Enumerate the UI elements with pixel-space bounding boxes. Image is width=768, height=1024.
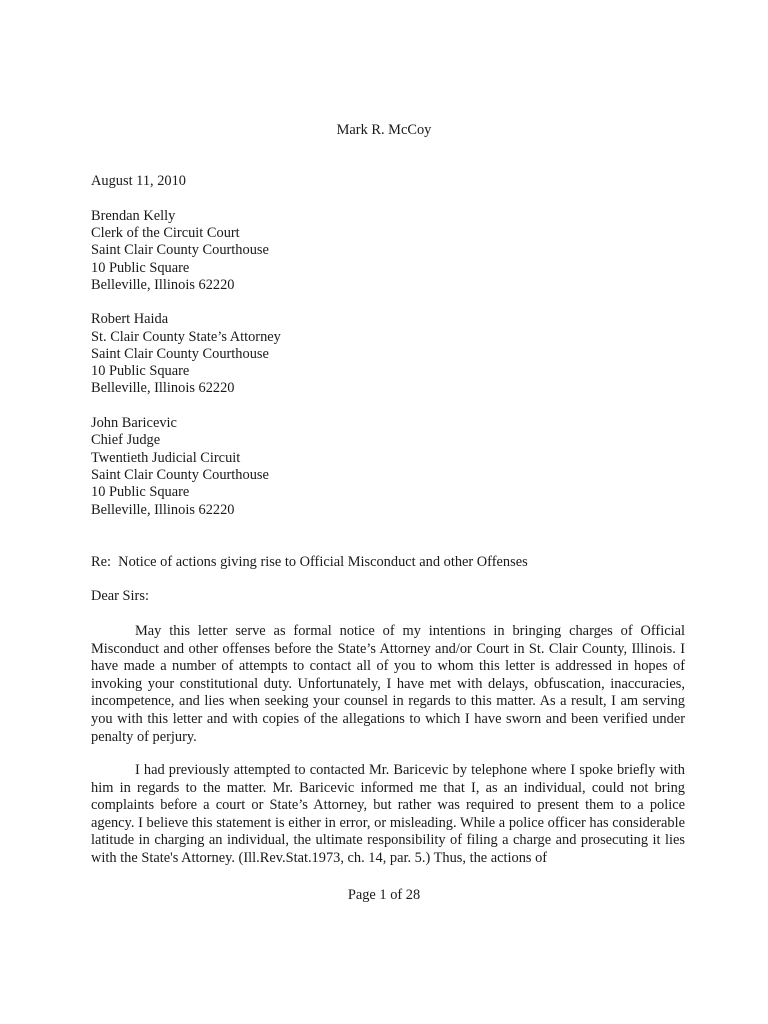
recipient-line: Belleville, Illinois 62220 xyxy=(91,502,235,518)
recipient-line: Brendan Kelly xyxy=(91,208,176,224)
recipient-line: 10 Public Square xyxy=(91,363,190,379)
letter-date: August 11, 2010 xyxy=(91,173,187,189)
recipient-line: St. Clair County State’s Attorney xyxy=(91,329,281,345)
recipient-line: 10 Public Square xyxy=(91,260,190,276)
recipient-line: Saint Clair County Courthouse xyxy=(91,346,269,362)
recipient-line: Saint Clair County Courthouse xyxy=(91,242,269,258)
page-number: Page 1 of 28 xyxy=(347,887,421,903)
author-name: Mark R. McCoy xyxy=(336,122,432,138)
recipient-line: 10 Public Square xyxy=(91,484,190,500)
recipient-line: Belleville, Illinois 62220 xyxy=(91,277,235,293)
recipient-line: Belleville, Illinois 62220 xyxy=(91,380,235,396)
body-paragraph-1 xyxy=(91,623,685,746)
recipient-line: Clerk of the Circuit Court xyxy=(91,225,240,241)
paragraph-text: I had previously attempted to contacted Mr. Baricevic by telephone where I spoke briefly with him in regards to the matter. Mr. Baricevic informed me that I, as an individual, could not bring complaints before a court or State’s Attorney, but rather was required to present them to a police agency. I believe this statement is either in error, or misleading. While a police officer has considerable latitude in charging an individual, the ultimate responsibility of filing a charge and prosecuting it lies with the State's Attorney. (Ill.Rev.Stat.1973, ch. 14, par. 5.) Thus, the actions of xyxy=(91,762,685,866)
paragraph-text: May this letter serve as formal notice of my intentions in bringing charges of Official Misconduct and other offenses before the State’s Attorney and/or Court in St. Clair County, Illinois. I have made a number of attempts to contact all of you to whom this letter is addressed in hopes of invoking your constitutional duty. Unfortunately, I have met with delays, obfuscation, inaccuracies, incompetence, and lies when seeking your counsel in regards to this matter. As a result, I am serving you with this letter and with copies of the allegations to which I have sworn and been verified under penalty of perjury. xyxy=(91,623,685,745)
subject-line: Re: Notice of actions giving rise to Official Misconduct and other Offenses xyxy=(91,554,528,570)
salutation: Dear Sirs: xyxy=(91,588,149,604)
recipient-line: Twentieth Judicial Circuit xyxy=(91,450,241,466)
recipient-line: Robert Haida xyxy=(91,311,169,327)
recipient-line: Saint Clair County Courthouse xyxy=(91,467,269,483)
recipient-line: John Baricevic xyxy=(91,415,177,431)
recipient-line: Chief Judge xyxy=(91,432,161,448)
body-paragraph-2 xyxy=(91,762,685,868)
